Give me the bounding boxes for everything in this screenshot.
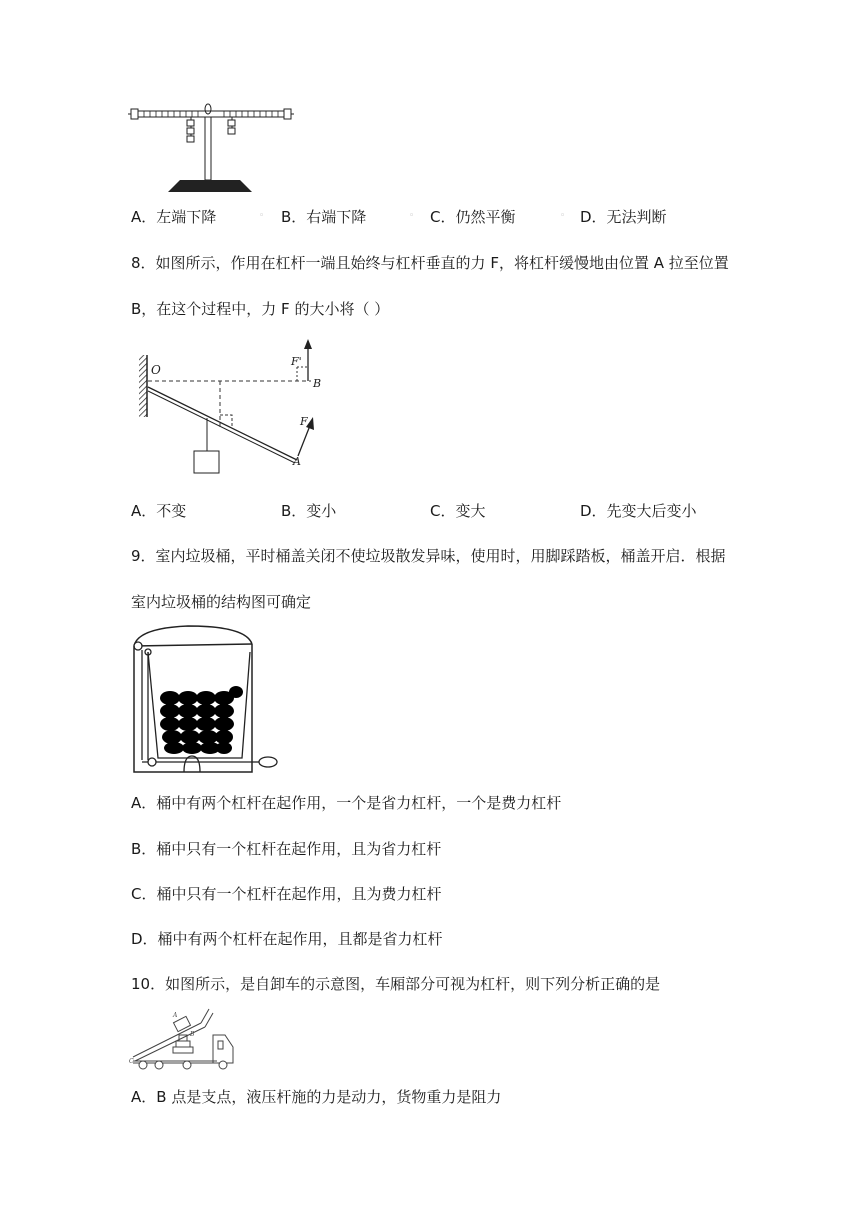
label-o: O: [151, 363, 161, 377]
q9-option-b: B．桶中只有一个杠杆在起作用，且为省力杠杆: [131, 840, 442, 858]
q8-option-c: C．变大: [430, 502, 486, 520]
q10-option-a: A．B 点是支点，液压杆施的力是动力，货物重力是阻力: [131, 1088, 502, 1106]
q8-stem-line1: 8．如图所示，作用在杠杆一端且始终与杠杆垂直的力 F，将杠杆缓慢地由位置 A 拉至位置: [131, 254, 729, 272]
trash-can-figure: [128, 622, 278, 782]
q9-option-a: A．桶中有两个杠杆在起作用，一个是省力杠杆，一个是费力杠杆: [131, 794, 562, 812]
q9-stem-line2: 室内垃圾桶的结构图可确定: [131, 593, 312, 611]
label-c: C: [129, 1058, 134, 1065]
q7-option-a: A．左端下降: [131, 208, 217, 226]
label-a: A: [173, 1012, 178, 1019]
q7-option-c: C．仍然平衡: [430, 208, 516, 226]
q7-option-b: B．右端下降: [281, 208, 367, 226]
lever-force-figure: [135, 335, 335, 475]
q8-option-d: D．先变大后变小: [580, 502, 697, 520]
label-f-prime: F': [291, 355, 302, 368]
separator-dot: ◦: [560, 211, 566, 221]
label-b: B: [190, 1031, 195, 1038]
q8-option-a: A．不变: [131, 502, 187, 520]
balance-lever-figure: [128, 100, 293, 195]
q9-stem-line1: 9．室内垃圾桶，平时桶盖关闭不使垃圾散发异味，使用时，用脚踩踏板，桶盖开启．根据: [131, 547, 726, 565]
label-f: F: [300, 415, 308, 428]
separator-dot: ◦: [259, 211, 265, 221]
separator-dot: ◦: [409, 211, 415, 221]
label-b: B: [313, 377, 322, 390]
q10-stem-line1: 10．如图所示，是自卸车的示意图，车厢部分可视为杠杆，则下列分析正确的是: [131, 975, 661, 993]
q9-option-d: D．桶中有两个杠杆在起作用，且都是省力杠杆: [131, 930, 443, 948]
q9-option-c: C．桶中只有一个杠杆在起作用，且为费力杠杆: [131, 885, 442, 903]
q8-stem-line2: B，在这个过程中，力 F 的大小将（ ）: [131, 300, 390, 318]
q7-option-d: D．无法判断: [580, 208, 667, 226]
q8-option-b: B．变小: [281, 502, 337, 520]
label-a: A: [293, 455, 301, 468]
dump-truck-figure: [129, 1005, 239, 1075]
